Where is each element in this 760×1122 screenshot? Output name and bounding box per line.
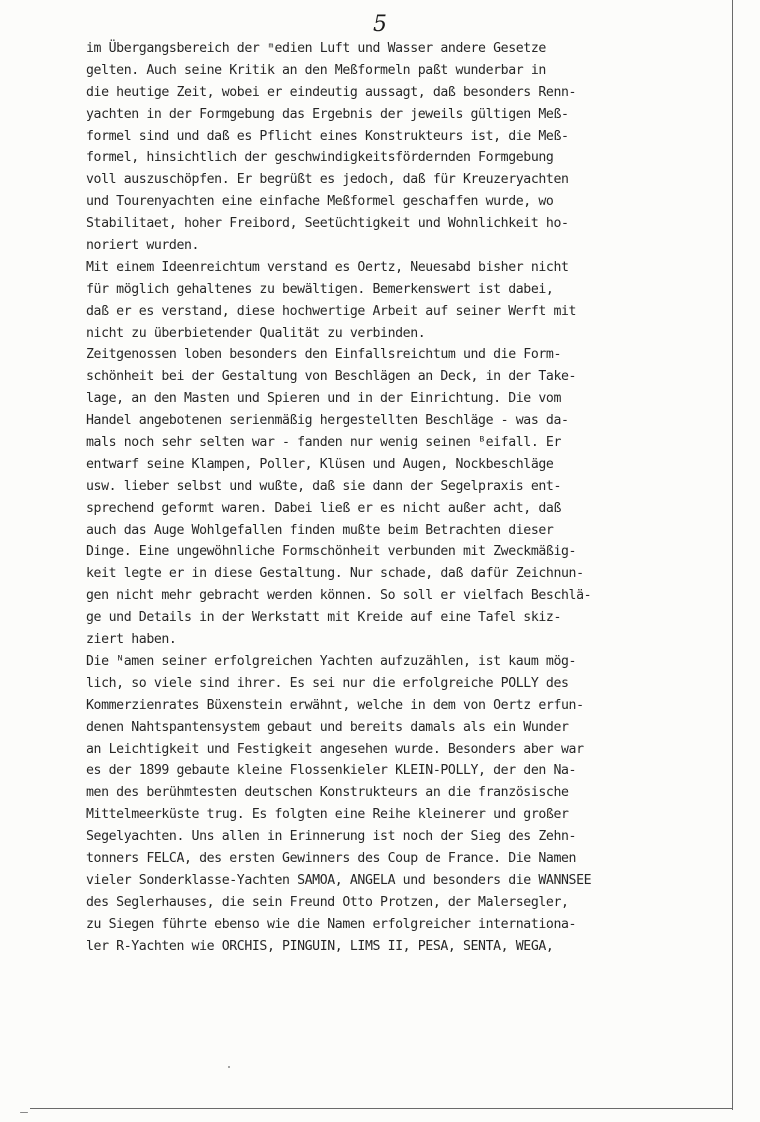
text-line: Mittelmeerküste trug. Es folgten eine Reihe kleinerer und großer: [86, 807, 569, 823]
text-line: zu Siegen führte ebenso wie die Namen erfolgreicher internationa-: [86, 916, 577, 932]
text-line: mals noch sehr selten war - fanden nur wenig seinen ᴮeifall. Er: [86, 435, 561, 451]
text-line: entwarf seine Klampen, Poller, Klüsen und Augen, Nockbeschläge: [86, 456, 554, 472]
text-line: die heutige Zeit, wobei er eindeutig aussagt, daß besonders Renn-: [86, 84, 577, 100]
text-line: Handel angebotenen serienmäßig hergestellten Beschläge - was da-: [86, 413, 569, 429]
text-line: und Tourenyachten eine einfache Meßformel geschaffen wurde, wo: [86, 194, 554, 210]
page-edge-right: [732, 0, 733, 1110]
body-text: [86, 38, 726, 957]
text-line: gen nicht mehr gebracht werden können. So soll er vielfach Beschlä-: [86, 588, 592, 604]
text-line: ziert haben.: [86, 632, 177, 648]
text-line: schönheit bei der Gestaltung von Beschlägen an Deck, in der Take-: [86, 369, 577, 385]
text-line: voll auszuschöpfen. Er begrüßt es jedoch, daß für Kreuzeryachten: [86, 172, 569, 188]
text-line: lage, an den Masten und Spieren und in der Einrichtung. Die vom: [86, 391, 561, 407]
text-line: daß er es verstand, diese hochwertige Arbeit auf seiner Werft mit: [86, 303, 577, 319]
text-line: es der 1899 gebaute kleine Flossenkieler KLEIN-POLLY, der den Na-: [86, 763, 577, 779]
text-line: men des berühmtesten deutschen Konstrukteurs an die französische: [86, 785, 569, 801]
text-line: Mit einem Ideenreichtum verstand es Oertz, Neuesabd bisher nicht: [86, 259, 569, 275]
scan-mark: [20, 1112, 28, 1113]
text-line: tonners FELCA, des ersten Gewinners des Coup de France. Die Namen: [86, 850, 577, 866]
page-edge-bottom: [30, 1108, 732, 1109]
text-line: Zeitgenossen loben besonders den Einfallsreichtum und die Form-: [86, 347, 561, 363]
text-line: lich, so viele sind ihrer. Es sei nur die erfolgreiche POLLY des: [86, 675, 569, 691]
text-line: usw. lieber selbst und wußte, daß sie dann der Segelpraxis ent-: [86, 478, 561, 494]
scan-speck: [228, 1066, 230, 1068]
text-line: keit legte er in diese Gestaltung. Nur schade, daß dafür Zeichnun-: [86, 566, 584, 582]
text-line: gelten. Auch seine Kritik an den Meßformeln paßt wunderbar in: [86, 62, 546, 78]
text-line: vieler Sonderklasse-Yachten SAMOA, ANGELA und besonders die WANNSEE: [86, 872, 592, 888]
text-line: noriert wurden.: [86, 238, 200, 254]
text-line: Die ᴺamen seiner erfolgreichen Yachten aufzuzählen, ist kaum mög-: [86, 653, 577, 669]
text-line: ler R-Yachten wie ORCHIS, PINGUIN, LIMS II, PESA, SENTA, WEGA,: [86, 938, 554, 954]
text-line: für möglich gehaltenes zu bewältigen. Bemerkenswert ist dabei,: [86, 281, 554, 297]
text-line: ge und Details in der Werkstatt mit Kreide auf eine Tafel skiz-: [86, 610, 561, 626]
text-line: Stabilitaet, hoher Freibord, Seetüchtigkeit und Wohnlichkeit ho-: [86, 216, 569, 232]
text-line: denen Nahtspantensystem gebaut und bereits damals als ein Wunder: [86, 719, 569, 735]
text-line: Kommerzienrates Büxenstein erwähnt, welche in dem von Oertz erfun-: [86, 697, 584, 713]
text-line: im Übergangsbereich der ᵐedien Luft und Wasser andere Gesetze: [86, 41, 546, 56]
text-line: sprechend geformt waren. Dabei ließ er es nicht außer acht, daß: [86, 500, 561, 516]
text-line: formel, hinsichtlich der geschwindigkeitsfördernden Formgebung: [86, 150, 554, 166]
text-line: an Leichtigkeit und Festigkeit angesehen wurde. Besonders aber war: [86, 741, 584, 757]
text-line: formel sind und daß es Pflicht eines Konstrukteurs ist, die Meß-: [86, 128, 569, 144]
page-number: 5: [373, 12, 387, 37]
text-line: yachten in der Formgebung das Ergebnis der jeweils gültigen Meß-: [86, 106, 569, 122]
text-line: nicht zu überbietender Qualität zu verbinden.: [86, 325, 426, 341]
text-line: Dinge. Eine ungewöhnliche Formschönheit verbunden mit Zweckmäßig-: [86, 544, 577, 560]
text-line: auch das Auge Wohlgefallen finden mußte beim Betrachten dieser: [86, 522, 554, 538]
text-line: des Seglerhauses, die sein Freund Otto Protzen, der Malersegler,: [86, 894, 569, 910]
text-line: Segelyachten. Uns allen in Erinnerung ist noch der Sieg des Zehn-: [86, 829, 577, 845]
